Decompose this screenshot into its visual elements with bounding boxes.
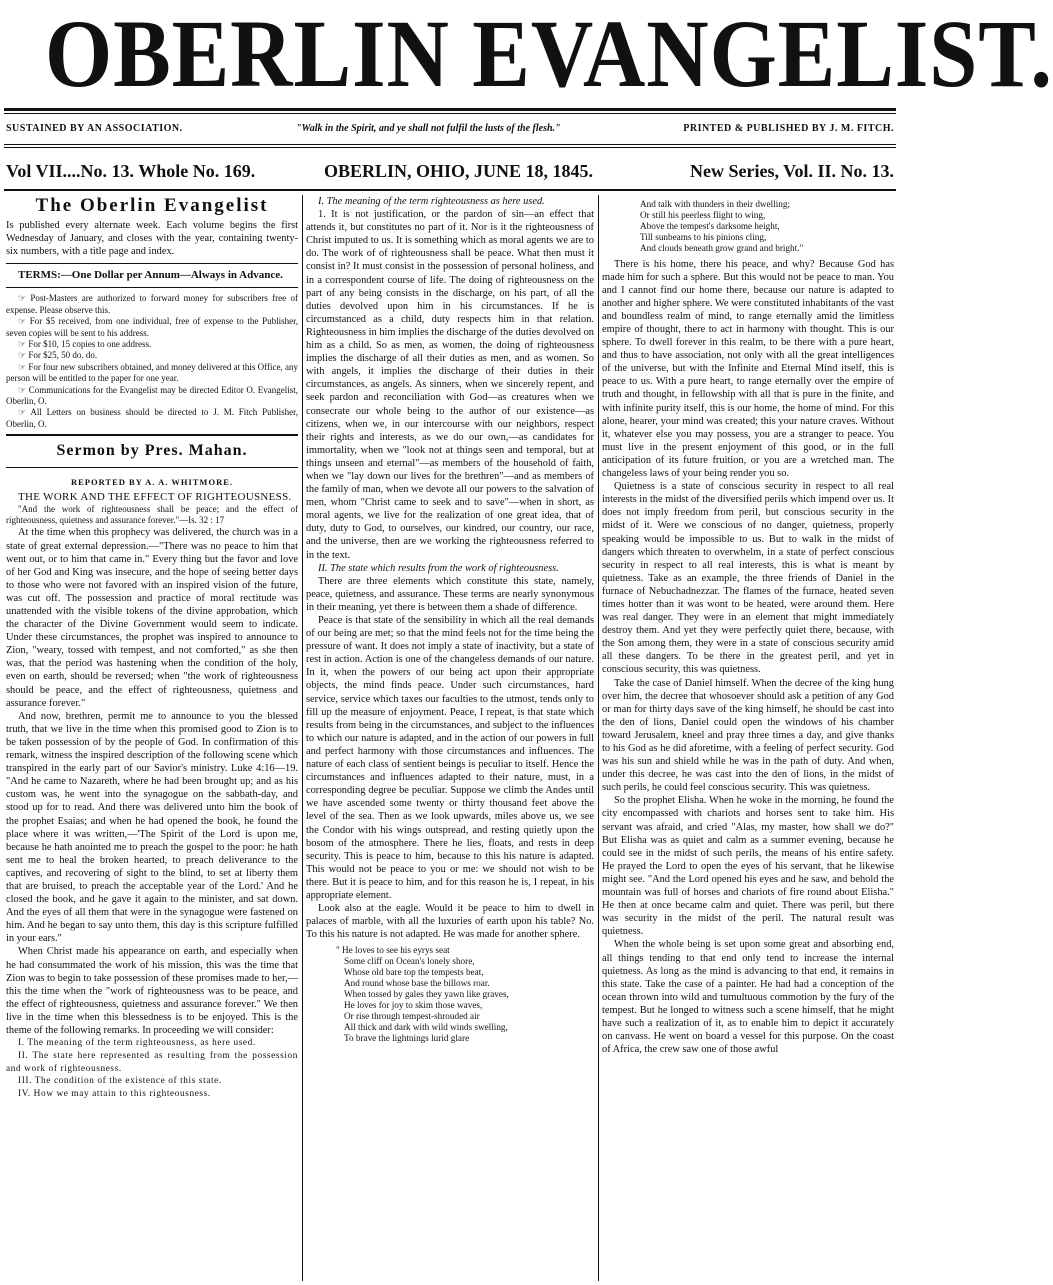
volume-number: Vol VII....No. 13. Whole No. 169.	[6, 161, 256, 181]
poem-line: To brave the lightnings lurid glare	[344, 1032, 470, 1043]
poem-line: And talk with thunders in their dwelling;	[640, 199, 791, 209]
info-box-title: The Oberlin Evangelist	[35, 195, 269, 216]
paragraph: Take the case of Daniel himself. When the decree of the king hung over him, the decree that whosoever should ask a petition of any God or man for thirty days save of the king himself, he should be cast into the den of lions, Daniel could open the windows of his chamber toward Jerusalem, kneel and pray three times a day, and give thanks to his God as he did aforetime, with a feeling of perfect security. God was his sun and shield while he was in the path of duty. And when, under this decree, he was cast into the den of lions, in the midst of such perils, he could feel conscious security. This was quietness.	[602, 677, 894, 794]
notice-item: ☞ For four new subscribers obtained, and money delivered at this Office, any person will be entitled to the paper for one year.	[6, 361, 298, 384]
notice-item: ☞ For $5 received, from one individual, free of expense to the Publisher, seven copies will be sent to his address.	[6, 316, 298, 338]
section-heading: II. The state which results from the work of righteousness.	[318, 562, 559, 574]
divider	[6, 467, 298, 468]
work-title: THE WORK AND THE EFFECT OF RIGHTEOUSNESS.	[18, 491, 292, 504]
section-heading: I. The meaning of the term righteousness as here used.	[318, 196, 545, 207]
notice-item: ☞ All Letters on business should be directed to J. M. Fitch Publisher, Oberlin, O.	[6, 407, 298, 429]
outline-item: III. The condition of the existence of this state.	[18, 1076, 222, 1087]
subline-rule-2	[4, 147, 896, 148]
poem-line: And round whose base the billows roar.	[344, 978, 490, 989]
poem-line: And clouds beneath grow grand and bright."	[640, 242, 804, 253]
dateline	[6, 158, 894, 184]
masthead-rule-thick	[4, 108, 896, 111]
notice-item: ☞ For $25, 50 do. do.	[18, 350, 98, 361]
poem-line: Above the tempest's darksome height,	[640, 220, 780, 231]
outline-item: IV. How we may attain to this righteousness.	[18, 1089, 211, 1100]
series-number: New Series, Vol. II. No. 13.	[689, 161, 894, 181]
notice-item: ☞ For $10, 15 copies to one address.	[18, 339, 152, 349]
column-rule-2	[598, 195, 599, 1281]
dateline-rule	[4, 189, 896, 191]
column-2	[306, 195, 594, 1283]
paragraph: So the prophet Elisha. When he woke in the morning, he found the city encompassed with chariots and horses sent to take him. His servant was afraid, and cried "Alas, my master, how shall we do?" But Elisha was as quiet and calm as a summer evening, because he could see in the midst of such perils, the means of his entire safety. He prayed the Lord to open the eyes of his servant, that he likewise might see. "And the Lord opened his eyes and he saw, and behold the mountain was full of horses and chariots of fire round about Elisha." He then at once became calm and quiet. There was peril, but there was security in the midst of the peril. The natural result was quietness.	[602, 795, 894, 938]
paragraph: When Christ made his appearance on earth, and especially when he had consummated the work of his mission, this was the time that Zion was to begin to take possession of these promises made to her,—this the time when the "work of righteousness was to be peace, and the effect of righteousness, quietness and assurance forever." We then live in the time when this blessedness is to be enjoyed. This is the theme of the following remarks. In proceeding we will consider:	[6, 946, 298, 1036]
paragraph: Peace is that state of the sensibility in which all the real demands of our being are met; so that the mind feels not for the time being the pressure of want. It does not imply a state of inactivity, but a state of rest in action. Action is one of the changeless demands of our nature. In it, when the powers of our being act upon their appropriate objects, the mind finds peace. Under such circumstances, hard service, service which taxes our faculties to the utmost, tends only to fill up the measure of enjoyment. Peace, I repeat, is that state which results from being in the circumstances, and subject to the influences to which our nature is adapted, and in the action of our powers in full and perfect harmony with those circumstances and influences. The nature of each class of sentient beings is peculiar to itself. Hence the circumstances and influences adapted to their nature, must, in a corresponding degree be peculiar. Suppose we climb the Andes until we have ascended some twenty or thirty thousand feet above the level of the sea. Then as we look upwards, miles above us, we see the Condor with his wings outspread, and resting quietly upon the bosom of the atmosphere. There he lies, floats, and rests in deep security. This is peace to him, because to this his nature is adapted. This would not be peace to you or me: we should not wish to be there. But it is peace to him, and for this reason he is, I repeat, in his appropriate element.	[306, 615, 594, 901]
issue-date: OBERLIN, OHIO, JUNE 18, 1845.	[324, 161, 594, 181]
column-3	[602, 195, 894, 1283]
masthead-title: OBERLIN EVANGELIST.	[45, 0, 1053, 107]
poem-line: He loves for joy to skim those waves,	[344, 999, 483, 1010]
paragraph: There are three elements which constitute this state, namely, peace, quietness, and assurance. These terms are nearly synonymous in their meaning, yet there is between them a shade of difference.	[306, 575, 594, 613]
paragraph: And now, brethren, permit me to announce to you the blessed truth, that we live in the time when this promised good to Zion is to be taken possession of by the people of God. In confirmation of this remark, witness the inspired description of the following scene which transpired in the early part of our Savior's ministry. Luke 4:16—19. "And he came to Nazareth, where he had been brought up; and as his custom was, he went into the synagogue on the sabbath-day, and stood up for to read. And there was delivered unto him the book of the prophet Esaias; and when he had opened the book, he found the place where it was written,—'The Spirit of the Lord is upon me, because he hath anointed me to preach the gospel to the poor: he hath sent me to heal the broken hearted, to preach deliverance to the captives, and recovering of sight to the blind, to set at liberty them that are bruised, to preach the acceptable year of the Lord.' And he closed the book, and he gave it again to the minister, and sat down. And the eyes of all them that were in the synagogue were fastened on him. And he began to say unto them, this day is this scripture fulfilled in your ears."	[6, 710, 298, 945]
poem	[336, 945, 594, 1043]
subtitle-line	[6, 120, 894, 138]
outline-item: II. The state here represented as resulting from the possession and work of righteousness.	[6, 1050, 298, 1074]
epigraph: "And the work of righteousness shall be peace; and the effect of righteousness, quietness and assurance forever."—Is. 32 : 17	[6, 504, 298, 526]
column-rule-1	[302, 195, 303, 1281]
poem-line: Or still his peerless flight to wing,	[640, 209, 766, 220]
poem-line: All thick and dark with wild winds swelling,	[344, 1021, 508, 1032]
poem-line: Whose old bare top the tempests beat,	[344, 967, 484, 978]
notice-item: ☞ Post-Masters are authorized to forward money for subscribers free of expense. Please observe this.	[6, 293, 298, 315]
paragraph: When the whole being is set upon some great and absorbing end, all things tending to that end only tend to increase the internal quietness. As long as the mind is advancing to that end, it remains in this state. Take the case of a painter. He had had a conception of the ocean thrown into wild and tumultuous commotion by the fury of the tempest. But he longed to witness such a scene himself, that he might have such a realization of it, as to enable him to depict it accurately on canvass. He went on board a vessel for this purpose. On the coast of Africa, the crew saw one of those awful	[602, 939, 894, 1056]
column-1	[6, 195, 298, 1283]
paragraph: Look also at the eagle. Would it be peace to him to dwell in palaces of marble, with all the luxuries of earth upon his table? No. To this his nature is not adapted. He was made for another sphere.	[306, 903, 594, 941]
poem-line: Till sunbeams to his pinions cling,	[640, 231, 767, 242]
sustained-by: SUSTAINED BY AN ASSOCIATION.	[6, 123, 183, 134]
paragraph: There is his home, there his peace, and why? Because God has made him for such a sphere. But this would not be peace to man. You and I cannot find our home there, because our nature is adapted to another and higher sphere. We were constituted inhabitants of the vast and boundless realm of mind, to range eternally amid the limitless empire of thought, there to act in harmony with thought. This is our sphere. To dwell forever in this realm, to be there with a pure heart, and thus to have association, not only with all the great intelligences of the universe, but with the Infinite and Eternal Mind itself, this is peace to us. With a pure heart, to range eternally over the empire of truth and thought, in fellowship with all that is pure in the finite, and with infinite purity itself, this is our home, the home of mind. For this alone, hearer, your mind was created; this your nature craves. Without it, whatever else you may possess, you are a stranger to peace. You must live in the present enjoyment of this good, or in the full anticipation of its future fruition, or you are a wretched man. The changeless laws of your being render you so.	[602, 258, 894, 480]
subline-rule-1	[4, 144, 896, 145]
paragraph: At the time when this prophecy was delivered, the church was in a state of great external depression.—"There was no peace to him that went out, or to him that came in." Every thing but the favor and love of her God and King was insecure, and the hope of seeing better days to those who were not favored with an inspired vision of the future, was cut off. The possession and practice of moral rectitude was unattended with the visible tokens of the divine approbation, which the character of the Divine Government would seem to indicate. Under these circumstances, the prophet was inspired to announce to Zion, "weary, tossed with tempest, and not comforted," as she then was, that the period was hastening when the condition of the holy, even on earth, should be reversed; when "the work of righteousness should be peace, and the effect of righteousness, quietness and assurance forever."	[6, 527, 298, 709]
divider	[6, 263, 298, 264]
reported-by: REPORTED BY A. A. WHITMORE.	[70, 477, 233, 488]
notice-item: ☞ Communications for the Evangelist may be directed Editor O. Evangelist, Oberlin, O.	[6, 384, 298, 407]
poem-continued	[632, 199, 894, 254]
info-box-intro: Is published every alternate week. Each volume begins the first Wednesday of January, and closes with the year, containing twenty-six numbers, with a title page and index.	[6, 220, 298, 258]
masthead-rule-thin	[4, 113, 896, 114]
sermon-title: Sermon by Pres. Mahan.	[56, 442, 248, 460]
divider	[6, 287, 298, 288]
divider-thick	[6, 434, 298, 436]
publisher-line: PRINTED & PUBLISHED BY J. M. FITCH.	[683, 123, 894, 134]
poem-line: " He loves to see his eyrys seat	[336, 945, 450, 956]
paragraph: Quietness is a state of conscious security in respect to all real interests in the midst of the diversified perils which impend over us. It does not imply freedom from peril, but conscious security in the midst of it. Were we conscious of no danger, quietness, properly speaking would be impossible to us. But to walk in the midst of dangers which threaten to overwhelm, in a state of perfect conscious security in respect to all real interests, this is what is meant by quietness. Take as an example, the three friends of Daniel in the furnace of Nebuchadnezzar. The flames of the furnace, heated seven times hotter than it was wont to be heated, were around them. Here was real danger. They were in an element that might immediately destroy them. And yet they were perfectly quiet there, because, with the Son among them, they were in a state of conscious security amid all these dangers. To be there in the greatest peril, and yet in conscious security, this was quietness.	[602, 481, 894, 676]
terms-line: TERMS:—One Dollar per Annum—Always in Advance.	[18, 269, 283, 282]
poem-line: When tossed by gales they yawn like graves,	[344, 988, 509, 999]
poem-line: Or rise through tempest-shrouded air	[344, 1010, 480, 1021]
paragraph: 1. It is not justification, or the pardon of sin—an effect that attends it, but constitutes no part of it. Nor is it the righteousness of Christ imputed to us. It is something which as moral agents we are to do. The work of of righteousness shall be peace. What then must it consist in? It must consist in the possession of personal holiness, and in a correspondent course of life. The doing of righteousness on the part of any being consists in the discharge, on his part, of all the duties devolved upon him in his circumstances. If he is circumstanced as a child, duty respects him in that relation. Righteousness in him implies the discharge of the duties devolved on him as a child. So as men, as women, the doing of righteousness implies the discharge of all their duties as men, and as women. So with angels, it implies the discharge of their duties in their circumstances, as angels. As sinners, when we sincerely repent, and seek pardon and reconciliation with God—as creatures when we consecrate our whole being to the author of our existence—as citizens, when we, in our intercourse with our neighbors, respect their rights and interests, as we do our own,—as candidates for immortality, when we "look not at things seen and temporal, but at things unseen and eternal"—as members of the household of faith, when we "lay down our lives for the brethren"—and as members of the family of man, when we devote all our powers to the salvation of men, whom "Christ came to seek and to save"—when in short, as moral agents, we live for the realization of one great idea, that of duty, duty to God, to ourselves, our kindred, our country, our race, and the universe, then are we working the righteousness referred to in the text.	[306, 209, 594, 561]
outline-item: I. The meaning of the term righteousness, as here used.	[18, 1038, 256, 1049]
poem-line: Some cliff on Ocean's lonely shore,	[344, 956, 475, 967]
motto: "Walk in the Spirit, and ye shall not fulfil the lusts of the flesh."	[296, 123, 561, 134]
